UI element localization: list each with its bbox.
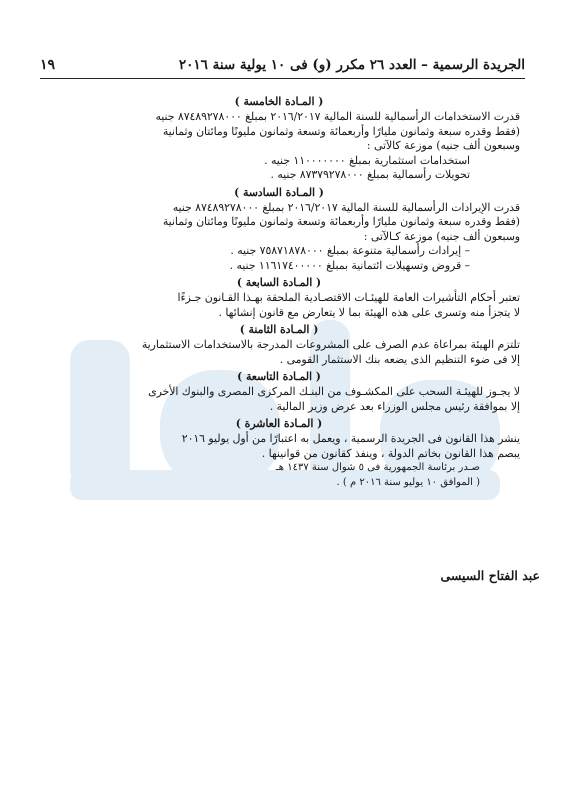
article-eighth-line: إلا فى ضوء التنظيم الذى يضعه بنك الاستثمار القومى . xyxy=(279,352,520,366)
article-fifth-line: (فقط وقدره سبعة وثمانون مليارًا وأربعمائة وتسعة وثمانون مليونًا ومائتان وثمانية xyxy=(162,124,520,138)
article-sixth-item: – إيرادات رأسمالية متنوعة بمبلغ ٧٥٨٧١٨٧٨٠٠٠ جنيه . xyxy=(230,244,470,257)
article-seventh-line: تعتبر أحكام التأشيرات العامة للهيئـات الاقتصـادية الملحقة بهـذا القـانون جـزءًا xyxy=(177,291,520,304)
article-tenth-line: ينشر هذا القانون فى الجريدة الرسمية ، ويعمل به اعتبارًا من أول يوليو ٢٠١٦ xyxy=(181,432,520,445)
article-sixth-line: قدرت الإيرادات الرأسمالية للسنة المالية ٢٠١٦/٢٠١٧ بمبلغ ٨٧٤٨٩٢٧٨٠٠٠ جنيه xyxy=(172,200,520,214)
article-sixth-item: – قروض وتسهيلات ائتمانية بمبلغ ١١٦١٧٤٠٠٠٠٠ جنيه . xyxy=(229,258,470,272)
header-title: الجريدة الرسمية – العدد ٢٦ مكرر (و) فى ١٠ يولية سنة ٢٠١٦ xyxy=(178,57,525,73)
page-number: ١٩ xyxy=(40,57,56,73)
article-fifth-item: تحويلات رأسمالية بمبلغ ٨٧٣٧٩٢٧٨٠٠٠ جنيه . xyxy=(270,168,470,181)
article-tenth-line: يبصم هذا القانون بخاتم الدولة ، وينفذ كقانون من قوانينها . xyxy=(261,446,520,460)
page-header xyxy=(40,52,525,79)
issuance-date-gregorian: ( الموافق ١٠ يوليو سنة ٢٠١٦ م ) . xyxy=(336,476,480,488)
article-heading-fifth: ( المـادة الخامسة ) xyxy=(234,95,324,108)
article-sixth-line: (فقط وقدره سبعة وثمانون مليارًا وأربعمائة وتسعة وثمانون مليونًا ومائتان وثمانية xyxy=(162,215,520,228)
article-fifth-item: استخدامات استثمارية بمبلغ ١١٠٠٠٠٠٠٠ جنيه . xyxy=(264,153,470,167)
article-fifth-line: قدرت الاستخدامات الرأسمالية للسنة المالية ٢٠١٦/٢٠١٧ بمبلغ ٨٧٤٨٩٢٧٨٠٠٠ جنيه xyxy=(155,110,520,123)
article-sixth-line: وسبعون ألف جنيه) موزعة كـالآتى : xyxy=(363,229,520,243)
article-heading-ninth: ( المـادة التاسعة ) xyxy=(237,370,321,383)
article-heading-seventh: ( المـادة السابعة ) xyxy=(236,276,322,289)
article-eighth-line: تلتزم الهيئة بمراعاة عدم الصرف على المشروعات المدرجة بالاستخدامات الاستثمارية xyxy=(141,338,520,351)
article-heading-tenth: ( المـادة العاشرة ) xyxy=(235,417,323,430)
article-fifth-line: وسبعون ألف جنيه) موزعة كالآتى : xyxy=(366,139,520,152)
document-body xyxy=(38,92,520,490)
signature: عبد الفتاح السيسى xyxy=(440,568,540,583)
article-heading-eighth: ( المـادة الثامنة ) xyxy=(239,323,319,336)
article-heading-sixth: ( المـادة السادسة ) xyxy=(234,185,324,199)
article-ninth-line: إلا بموافقة رئيس مجلس الوزراء بعد عرض وزير المالية . xyxy=(269,399,520,413)
article-ninth-line: لا يجـوز للهيئـة السحب على المكشـوف من البنـك المركزى المصرى والبنوك الأخرى xyxy=(148,385,520,398)
article-seventh-line: لا يتجزأ منه وتسرى على هذه الهيئة بما لا يتعارض مع قانون إنشائها . xyxy=(218,305,520,319)
issuance-date-hijri: صـدر برئاسة الجمهورية فى ٥ شوال سنة ١٤٣٧ هـ xyxy=(275,462,480,473)
